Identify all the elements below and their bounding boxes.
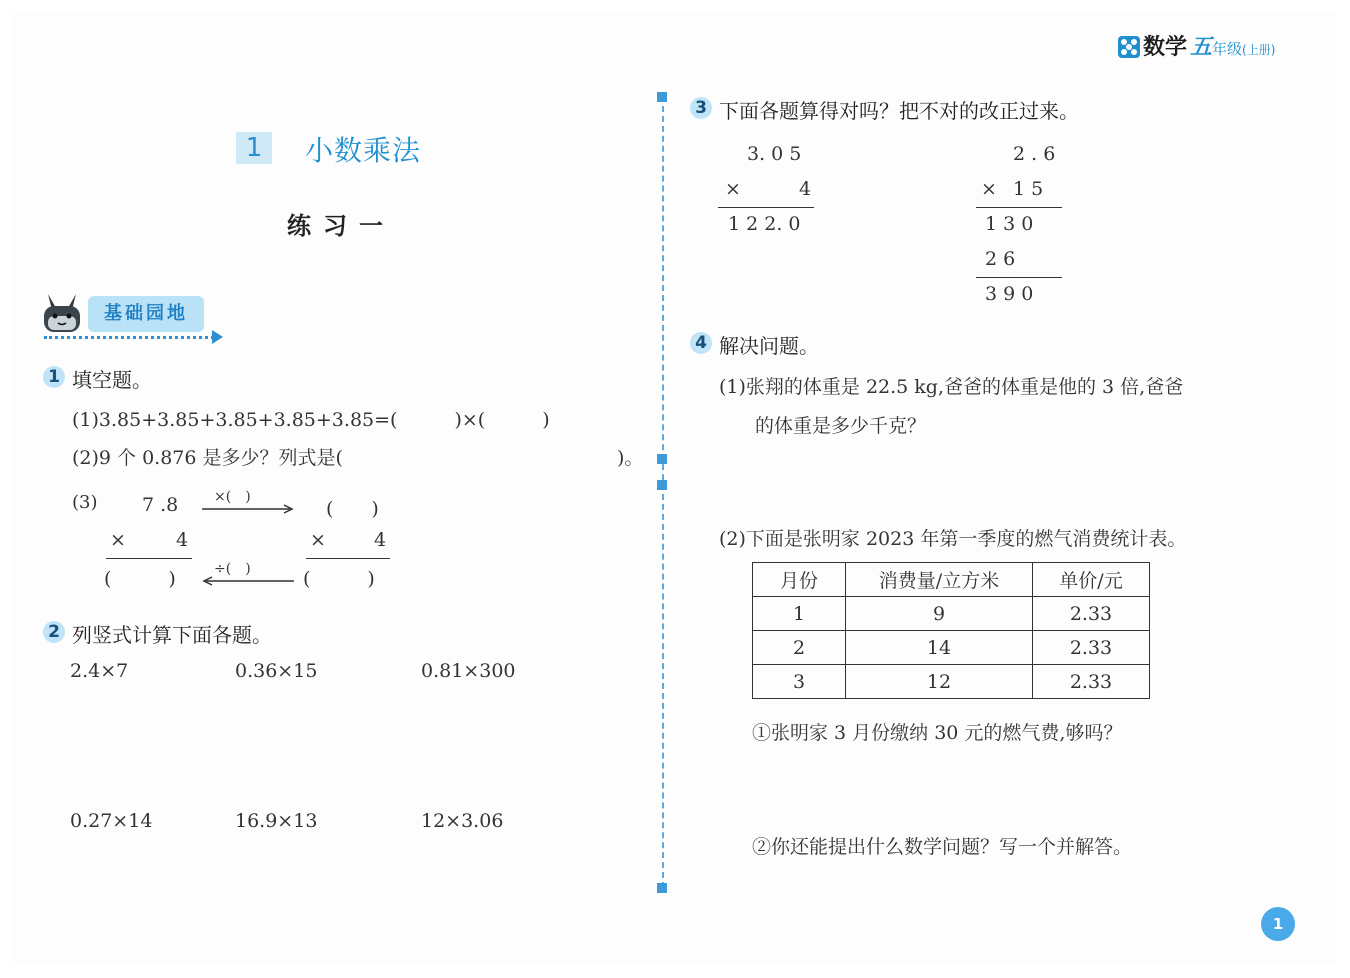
dice-icon [1118,36,1140,58]
multiplier: 1 5 [1013,178,1044,200]
calc-problem: 0.27×14 [70,810,153,832]
fill-blank-close: )。 [617,447,644,469]
question-title: 列竖式计算下面各题。 [72,623,272,647]
calc-problem: 16.9×13 [235,810,318,832]
problem-text: 的体重是多少千克？ [755,415,927,437]
calc-number: 3. 0 5 [747,143,802,165]
multiplier: 4 [176,529,189,551]
table-cell: 12 [846,665,1033,699]
calc-line [106,558,192,559]
times-sign: × [981,178,997,200]
right-arrow-icon [200,502,296,516]
column-header: 消费量/立方米 [846,563,1033,597]
calc-line [976,207,1062,208]
question-number-badge: 1 [43,366,65,388]
header-subject: 数学 [1143,35,1188,60]
calc-problem: 0.36×15 [235,660,318,682]
calc-number: 2 . 6 [1013,143,1056,165]
problem-text: (2)下面是张明家 2023 年第一季度的燃气消费统计表。 [719,528,1187,550]
multiplier: 4 [799,178,812,200]
sub-question: ①张明家 3 月份缴纳 30 元的燃气费,够吗？ [752,722,1123,744]
calc-result: 1 2 2. 0 [728,213,801,235]
question-number-badge: 3 [690,97,712,119]
calc-partial: 1 3 0 [985,213,1034,235]
table-cell: 9 [846,597,1033,631]
calc-result: 3 9 0 [985,283,1034,305]
answer-blank: ( ) [326,498,379,520]
times-sign: × [110,529,126,551]
unit-title: 小数乘法 [305,134,422,167]
banner-dotted-line [44,336,214,339]
fill-blank-item: (2)9 个 0.876 是多少？列式是( [72,447,343,469]
answer-blank: ( ) [303,568,375,590]
page-divider [662,96,664,888]
divider-marker [657,480,667,490]
section-banner: 基础园地 [88,296,204,332]
header-grade: 五 [1190,35,1213,60]
table-cell: 3 [753,665,846,699]
page-number: 1 [1261,907,1295,941]
header-grade-suffix: 年级 [1212,40,1243,58]
gas-consumption-table [752,562,1150,699]
column-header: 单价/元 [1033,563,1150,597]
calc-partial: 2 6 [985,248,1016,270]
header-volume: (上册) [1242,43,1276,57]
calc-line [718,207,814,208]
times-sign: × [725,178,741,200]
question-title: 解决问题。 [719,334,819,358]
question-title: 填空题。 [72,368,152,392]
table-cell: 1 [753,597,846,631]
table-row [753,665,1150,699]
calc-line [976,277,1062,278]
times-sign: × [310,529,326,551]
arrow-label: ×( ) [214,489,251,505]
table-cell: 2.33 [1033,665,1150,699]
column-header: 月份 [753,563,846,597]
question-number-badge: 4 [690,332,712,354]
table-cell: 14 [846,631,1033,665]
table-header-row [753,563,1150,597]
table-cell: 2.33 [1033,631,1150,665]
fill-blank-label: (3) [72,492,98,513]
sub-question: ②你还能提出什么数学问题？写一个并解答。 [752,836,1133,858]
arrow-label: ÷( ) [214,561,251,577]
question-number-badge: 2 [43,621,65,643]
answer-blank: ( ) [104,568,176,590]
problem-text: (1)张翔的体重是 22.5 kg,爸爸的体重是他的 3 倍,爸爸 [719,376,1184,398]
diagram-number: 7 .8 [142,494,179,516]
banner-arrow-icon [212,330,223,344]
rabbit-mascot-icon [42,292,82,334]
divider-marker [657,92,667,102]
lesson-title: 练习一 [287,212,395,240]
table-cell: 2.33 [1033,597,1150,631]
calc-problem: 2.4×7 [70,660,129,682]
unit-number: 1 [236,132,272,164]
page-background [12,12,1336,964]
calc-problem: 12×3.06 [421,810,504,832]
question-title: 下面各题算得对吗？把不对的改正过来。 [719,99,1079,123]
table-row [753,631,1150,665]
left-arrow-icon [200,574,296,588]
fill-blank-item: (1)3.85+3.85+3.85+3.85+3.85=( )×( ) [72,409,550,431]
header-logo [1118,30,1275,61]
multiplier: 4 [374,529,387,551]
calc-line [306,558,390,559]
calc-problem: 0.81×300 [421,660,516,682]
table-cell: 2 [753,631,846,665]
divider-marker [657,883,667,893]
divider-marker [657,454,667,464]
table-row [753,597,1150,631]
